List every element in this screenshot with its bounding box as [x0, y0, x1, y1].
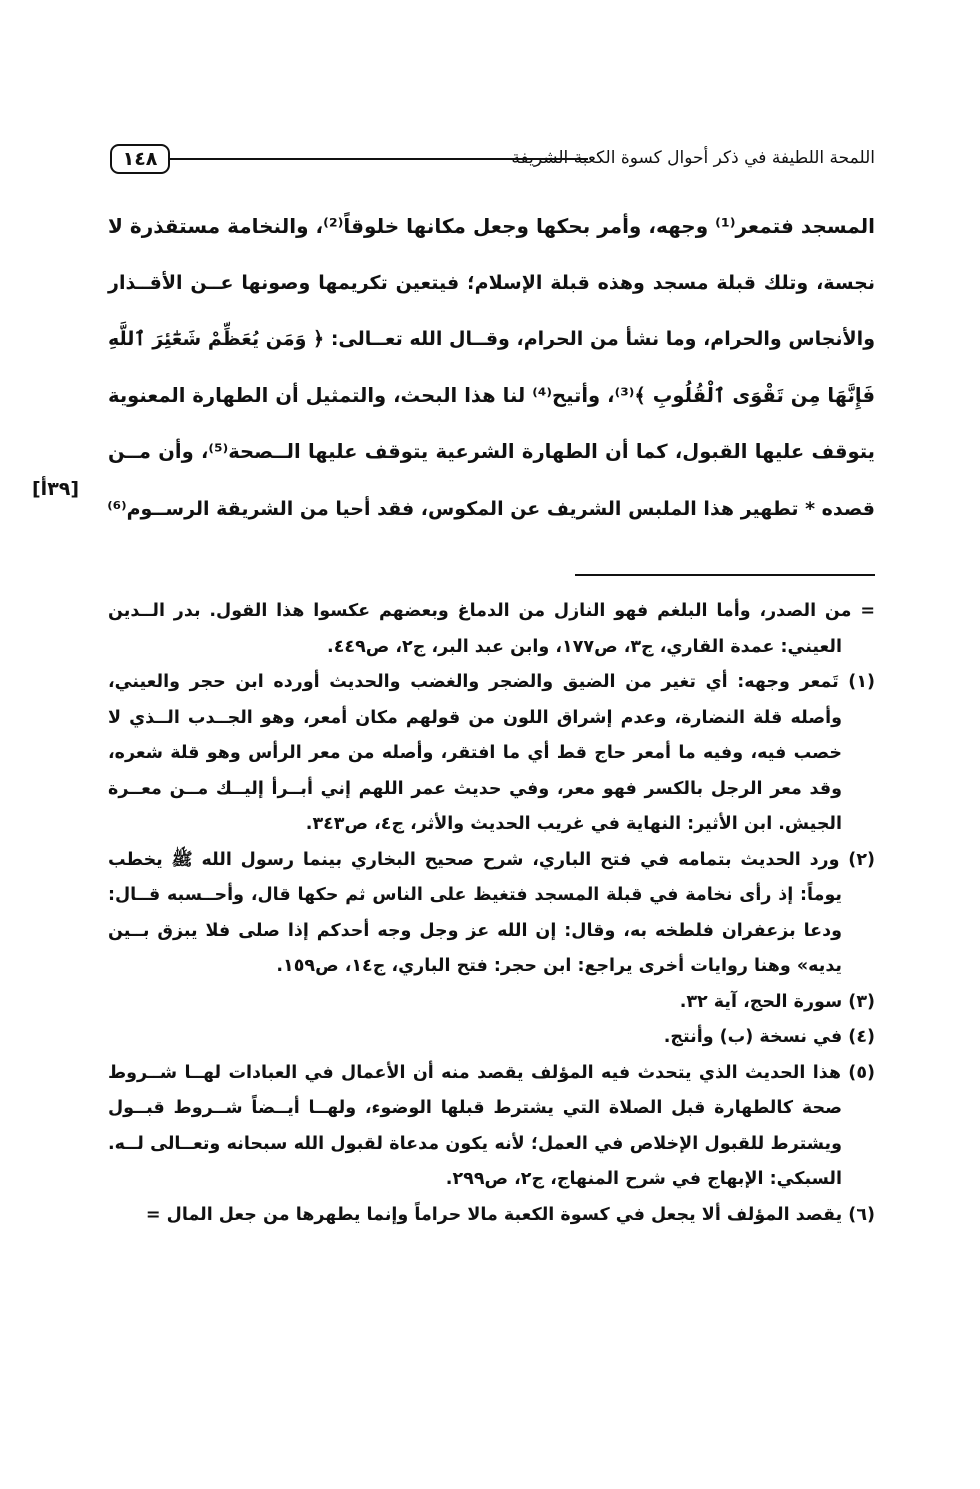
body-line: نجسة، وتلك قبلة مسجد وهذه قبلة الإسلام؛ فيتعين تكريمها وصونها عــن الأقــذار [108, 271, 875, 294]
footnote-line: وقد معر الرجل بالكسر فهو معر، وفي حديث عمر اللهم إني أبــرأ إليــك مــن معــرة [108, 778, 842, 799]
footnote-line: السبكي: الإبهاج في شرح المنهاج، ج٢، ص٢٩٩. [445, 1169, 842, 1189]
footnote-line: الجيش. ابن الأثير: النهاية في غريب الحديث والأثر، ج٤، ص٣٤٣. [305, 814, 842, 834]
footnote-line: (٤) في نسخة (ب) وأنتج. [663, 1027, 875, 1047]
body-line: قصده * تطهير هذا الملبس الشريف عن المكوس، فقد أحيا من الشريقة الرســوم⁽⁶⁾ [107, 497, 875, 520]
footnote-line: العيني: عمدة القاري، ج٣، ص١٧٧، وابن عبد البر، ج٢، ص٤٤٩. [327, 636, 842, 657]
footnote-line: (٦) يقصد المؤلف ألا يجعل في كسوة الكعبة مالا حراماً وإنما يطهرها من جعل المال = [145, 1204, 875, 1225]
body-line: المسجد فتمعر⁽¹⁾ وجهه، وأمر بحكها وجعل مكانها خلوقاً⁽²⁾، والنخامة مستقذرة لا [108, 214, 875, 238]
body-line: والأنجاس والحرام، وما نشأ من الحرام، وقــال الله تعــالى: ﴿ وَمَن يُعَظِّمْ شَعَٰٓئِرَ ٱللَّهِ [108, 328, 875, 350]
footnote-line: يديه» وهنا روايات أخرى يراجع: ابن حجر: فتح الباري، ج١٤، ص١٥٩. [276, 956, 842, 976]
page-header [110, 142, 875, 180]
body-line: فَإِنَّهَا مِن تَقْوَى ٱلْقُلُوبِ ﴾⁽³⁾، وأتيح⁽⁴⁾ لنا هذا البحث، والتمثيل أن الطهارة المعنوية [108, 383, 876, 407]
running-title: اللمحة اللطيفة في ذكر أحوال كسوة الكعبة الشريفة [511, 148, 875, 168]
footnote-line: خصب فيه، وفيه ما أمعر حاج قط أي ما افتقر، وأصله من معر الرأس وهو قلة شعره، [108, 743, 842, 763]
footnote-line: (٥) هذا الحديث الذي يتحدث فيه المؤلف يقصد منه أن الأعمال في العبادات لهــا شــروط [108, 1062, 875, 1083]
footnote-line: صحة كالطهارة قبل الصلاة التي يشترط قبلها الوضوء، ولهــا أيــضاً شــروط قبــول [108, 1098, 842, 1118]
folio-marker: [٣٩أ] [32, 478, 80, 500]
body-line: يتوقف عليها القبول، كما أن الطهارة الشرعية يتوقف عليها الــصحة⁽⁵⁾، وأن مــن [108, 440, 875, 463]
page-number: ١٤٨ [110, 144, 170, 174]
footnote-line: يوماً: إذ رأى نخامة في قبلة المسجد فتغيظ على الناس ثم حكها قال، وأحــسبه قــال: [108, 885, 842, 905]
footnote-separator [575, 574, 875, 576]
footnotes [108, 594, 875, 1233]
footnote-line: وأصله قلة النضارة، وعدم إشراق اللون من قولهم مكان أمعر، وهو الجــدب الــذي لا [108, 707, 842, 728]
main-body-text [108, 198, 875, 537]
footnote-line: ويشترط للقبول الإخلاص في العمل؛ لأنه يكون مدعاة لقبول الله سبحانه وتعــالى لــه. [108, 1133, 842, 1154]
footnote-line: (٢) ورد الحديث بتمامه في فتح الباري، شرح صحيح البخاري بينما رسول الله ﷺ يخطب [108, 849, 875, 870]
footnote-line: ودعا بزعفران فلطخه به، وقال: إن الله عز وجل وجه أحدكم إذا صلى فلا يبزق بــين [108, 920, 842, 941]
footnote-line: (٣) سورة الحج، آية ٣٢. [679, 991, 875, 1012]
footnote-line: = من الصدر، وأما البلغم فهو النازل من الدماغ وبعضهم عكسوا هذا القول. بدر الــدين [108, 601, 875, 621]
footnote-line: (١) تَمعر وجهه: أي تغير من الضيق والضجر والغضب والحديث أورده ابن حجر والعيني، [108, 672, 875, 692]
